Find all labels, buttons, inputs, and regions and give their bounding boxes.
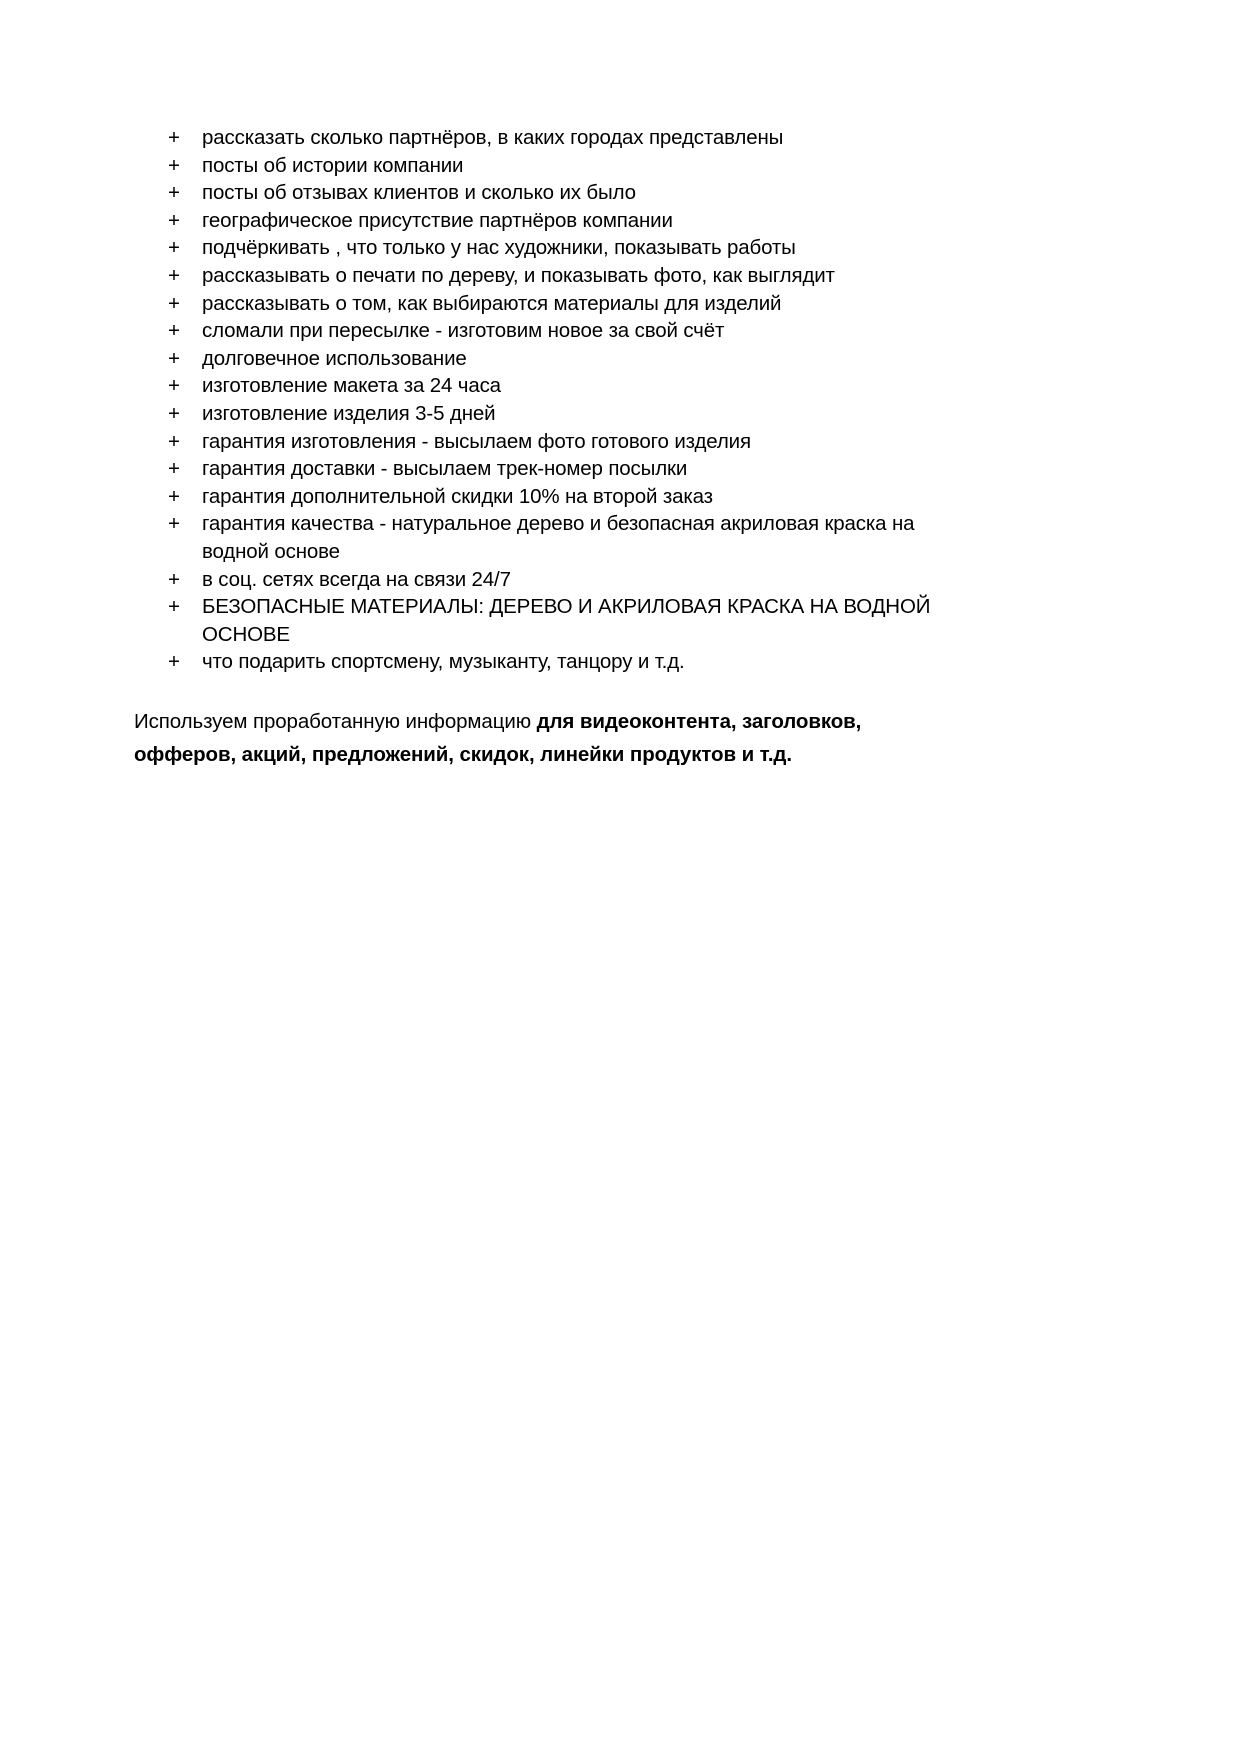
- list-item-text: рассказывать о печати по дереву, и показывать фото, как выглядит: [202, 263, 835, 287]
- list-item-text: рассказывать о том, как выбираются материалы для изделий: [202, 291, 782, 315]
- list-item: [134, 124, 964, 152]
- plus-icon: +: [168, 208, 180, 232]
- plus-icon: +: [168, 401, 180, 425]
- list-item-text: гарантия качества - натуральное дерево и безопасная акриловая краска на водной основе: [202, 512, 915, 563]
- closing-paragraph-normal: Используем проработанную информацию: [134, 709, 537, 733]
- list-item: [134, 262, 964, 290]
- list-item: [134, 372, 964, 400]
- list-item-text: посты об отзывах клиентов и сколько их было: [202, 181, 636, 205]
- list-item-text: в соц. сетях всегда на связи 24/7: [202, 567, 511, 591]
- list-item-text: долговечное использование: [202, 346, 467, 370]
- list-item: [134, 207, 964, 235]
- closing-paragraph-bold: для видеоконтента, заголовков, офферов, акций, предложений, скидок, линейки продуктов и т.д.: [134, 709, 862, 766]
- list-item-text: посты об истории компании: [202, 153, 464, 177]
- plus-icon: +: [168, 650, 180, 674]
- document-content: [134, 124, 964, 771]
- list-item: [134, 593, 964, 648]
- list-item: [134, 234, 964, 262]
- list-item: [134, 455, 964, 483]
- list-item-text: сломали при пересылке - изготовим новое за свой счёт: [202, 319, 725, 343]
- list-item: [134, 152, 964, 180]
- plus-icon: +: [168, 457, 180, 481]
- list-item: [134, 648, 964, 676]
- plus-icon: +: [168, 374, 180, 398]
- list-item: [134, 566, 964, 594]
- plus-icon: +: [168, 236, 180, 260]
- plus-icon: +: [168, 291, 180, 315]
- list-item-text: рассказать сколько партнёров, в каких городах представлены: [202, 126, 784, 149]
- plus-icon: +: [168, 512, 180, 536]
- list-item-text: гарантия изготовления - высылаем фото готового изделия: [202, 429, 751, 453]
- list-item-text: БЕЗОПАСНЫЕ МАТЕРИАЛЫ: ДЕРЕВО И АКРИЛОВАЯ КРАСКА НА ВОДНОЙ ОСНОВЕ: [202, 595, 931, 646]
- list-item: [134, 290, 964, 318]
- list-item: [134, 179, 964, 207]
- closing-paragraph-block: [134, 705, 894, 771]
- list-item-text: изготовление макета за 24 часа: [202, 374, 501, 398]
- plus-icon: +: [168, 484, 180, 508]
- plus-icon: +: [168, 595, 180, 619]
- plus-icon: +: [168, 346, 180, 370]
- plus-icon: +: [168, 126, 180, 149]
- list-item-text: подчёркивать , что только у нас художники, показывать работы: [202, 236, 796, 260]
- list-item-text: что подарить спортсмену, музыканту, танцору и т.д.: [202, 650, 685, 674]
- list-item-text: изготовление изделия 3-5 дней: [202, 401, 496, 425]
- plus-icon: +: [168, 263, 180, 287]
- list-item: [134, 317, 964, 345]
- benefits-bullet-list: [134, 124, 964, 676]
- plus-icon: +: [168, 153, 180, 177]
- closing-paragraph: [134, 705, 894, 771]
- list-item: [134, 510, 964, 565]
- plus-icon: +: [168, 181, 180, 205]
- list-item-text: географическое присутствие партнёров компании: [202, 208, 673, 232]
- list-item: [134, 345, 964, 373]
- list-item: [134, 400, 964, 428]
- list-item: [134, 483, 964, 511]
- list-item-text: гарантия доставки - высылаем трек-номер посылки: [202, 457, 688, 481]
- list-item: [134, 428, 964, 456]
- plus-icon: +: [168, 429, 180, 453]
- list-item-text: гарантия дополнительной скидки 10% на второй заказ: [202, 484, 713, 508]
- plus-icon: +: [168, 567, 180, 591]
- plus-icon: +: [168, 319, 180, 343]
